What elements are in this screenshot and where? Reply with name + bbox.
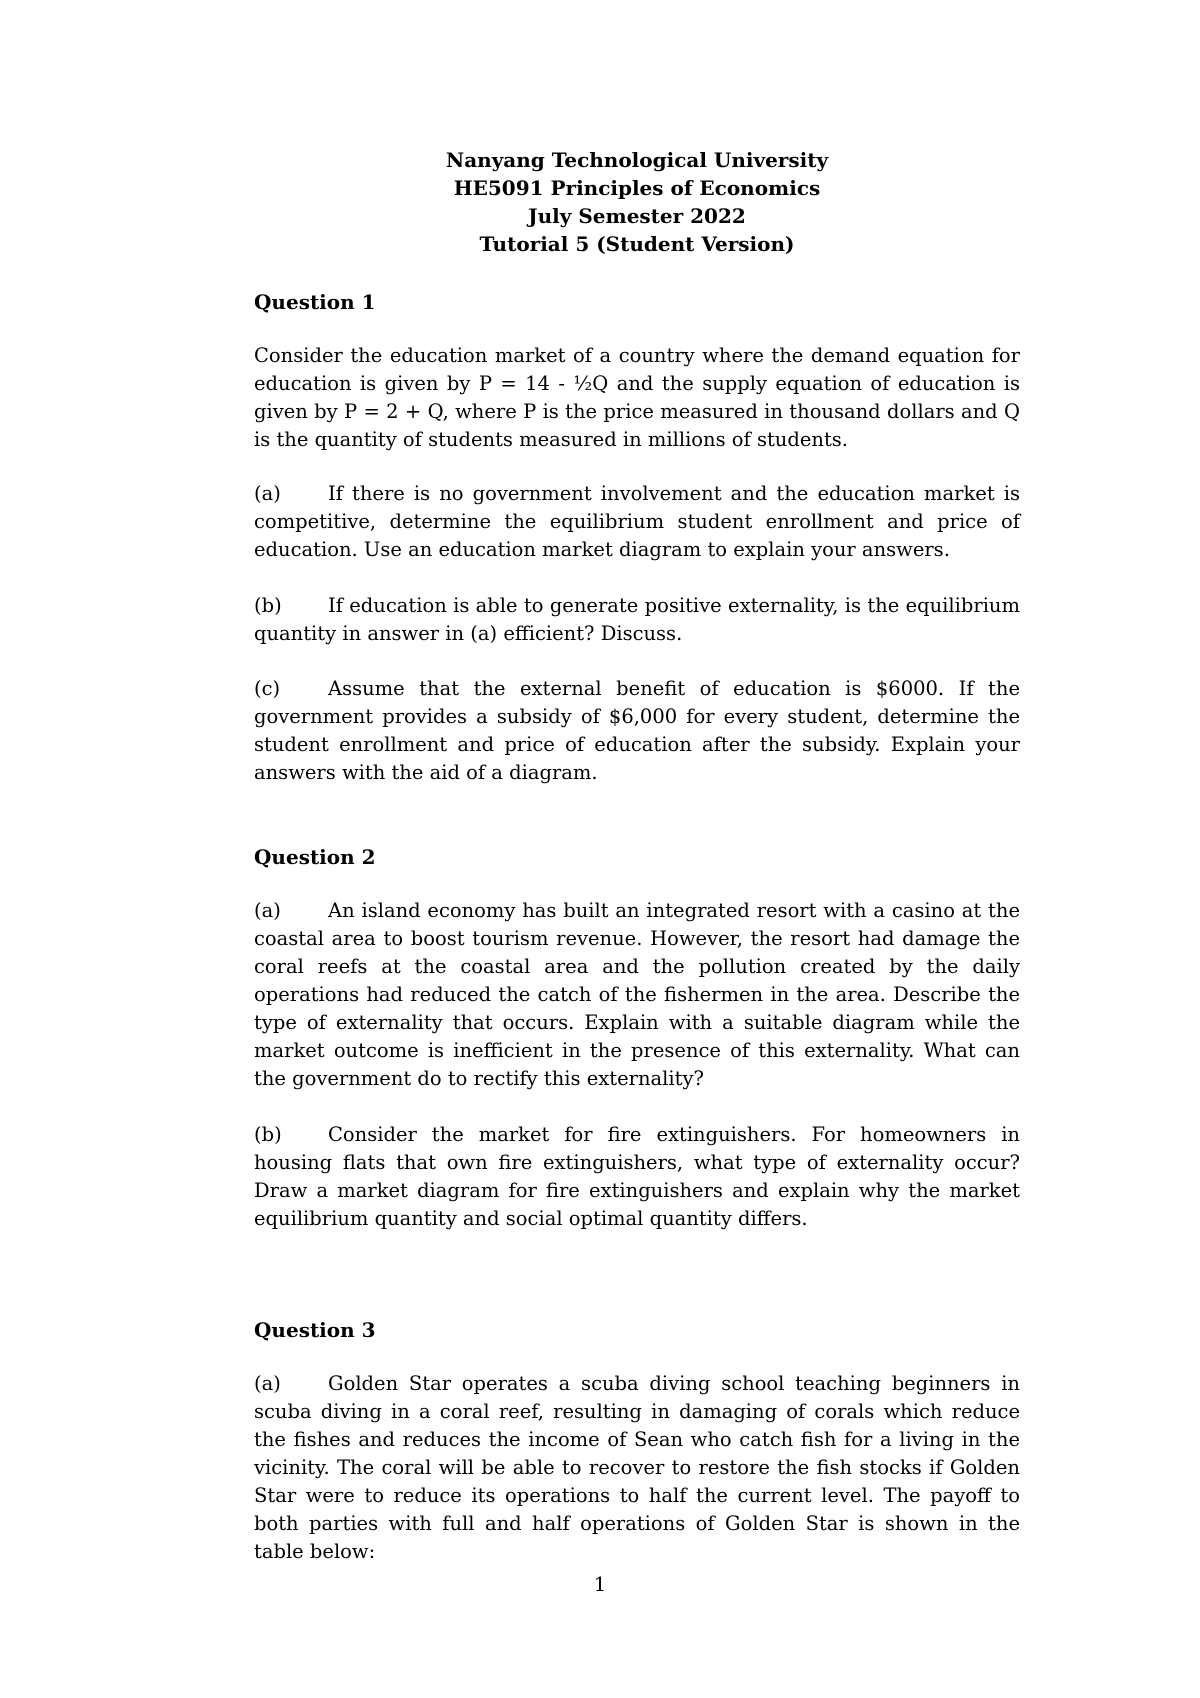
semester-title: July Semester 2022 (528, 204, 746, 228)
part-text: Assume that the external benefit of education is $6000. If the government provides a subsidy of $6,000 for every student, determine the student enrollment and price of education after the subsidy. Explain your answers with the aid of a diagram. (254, 677, 1020, 784)
question-2-heading: Question 2 (254, 845, 376, 869)
part-text: If education is able to generate positive externality, is the equilibrium quantity in answer in (a) efficient? Discuss. (254, 594, 1020, 645)
part-label: (a) (254, 482, 281, 505)
question-3-heading: Question 3 (254, 1318, 376, 1342)
part-text: Golden Star operates a scuba diving school teaching beginners in scuba diving in a coral reef, resulting in damaging of corals which reduce the fishes and reduces the income of Sean who catch fish for a living in the vicinity. The coral will be able to recover to restore the fish stocks if Golden Star were to reduce its operations to half the current level. The payoff to both parties with full and half operations of Golden Star is shown in the table below: (254, 1372, 1020, 1563)
question-2-part-b (254, 1121, 1020, 1233)
part-text: An island economy has built an integrated resort with a casino at the coastal area to boost tourism revenue. However, the resort had damage the coral reefs at the coastal area and the pollution created by the daily operations had reduced the catch of the fishermen in the area. Describe the type of externality that occurs. Explain with a suitable diagram while the market outcome is inefficient in the presence of this externality. What can the government do to rectify this externality? (254, 899, 1020, 1090)
question-1-part-b (254, 592, 1020, 648)
question-1-part-a (254, 480, 1020, 564)
part-label: (b) (254, 594, 282, 617)
question-1-part-c (254, 675, 1020, 787)
part-text: Consider the market for fire extinguishers. For homeowners in housing flats that own fire extinguishers, what type of externality occur? Draw a market diagram for fire extinguishers and explain why the market equilibrium quantity and social optimal quantity differs. (254, 1123, 1020, 1230)
tutorial-title: Tutorial 5 (Student Version) (479, 232, 795, 256)
question-3-part-a (254, 1370, 1020, 1566)
part-label: (a) (254, 1372, 281, 1395)
question-1-intro: Consider the education market of a country where the demand equation for education is given by P = 14 - ½Q and the supply equation of education is given by P = 2 + Q, where P is the price measured in thousand dollars and Q is the quantity of students measured in millions of students. (254, 344, 1020, 451)
course-title: HE5091 Principles of Economics (453, 176, 821, 200)
document-header (254, 146, 1020, 258)
question-1-heading: Question 1 (254, 290, 376, 314)
part-text: If there is no government involvement and the education market is competitive, determine the equilibrium student enrollment and price of education. Use an education market diagram to explain your answers. (254, 482, 1020, 561)
university-name: Nanyang Technological University (445, 148, 829, 172)
part-label: (b) (254, 1123, 282, 1146)
page-number: 1 (593, 1572, 607, 1596)
question-2-part-a (254, 897, 1020, 1093)
part-label: (a) (254, 899, 281, 922)
part-label: (c) (254, 677, 281, 700)
